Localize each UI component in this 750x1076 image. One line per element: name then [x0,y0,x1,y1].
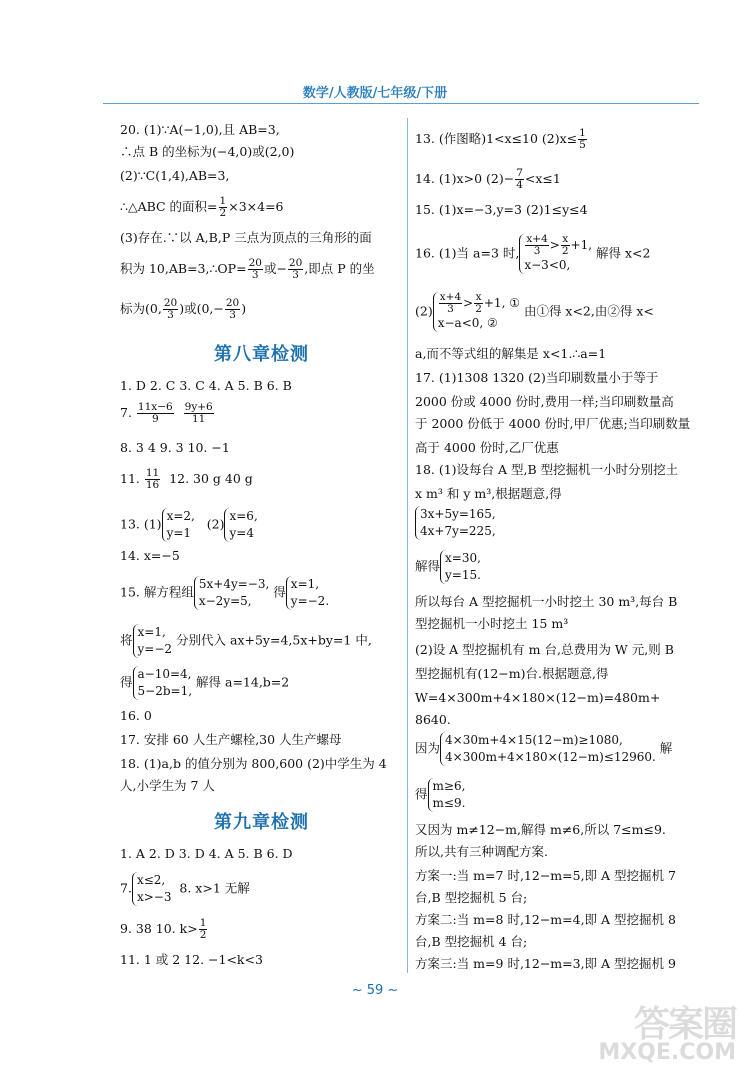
c9-q11-12: 11. 1 或 2 12. −1<k<3 [120,952,263,967]
text: 解得 x<2 [596,245,651,261]
c8-q18-line2: 人,小学生为 7 人 [120,778,215,793]
q20-line4 [120,196,284,219]
r-q18-plan2-b: 台,B 型挖掘机 4 台; [415,934,528,949]
fraction: $\frac{20}{3}$ [288,257,303,281]
text: ) [241,301,247,316]
text: 分别代入 ax+5y=4,5x+by=1 中, [176,632,372,648]
r-q16-line3: a,而不等式组的解集是 x<1.∴a=1 [415,346,607,361]
c8-q17: 17. 安排 60 人生产螺栓,30 人生产螺母 [120,732,342,747]
watermark-url: MXQE.COM [598,1040,736,1065]
header-rule [103,103,699,104]
text: 14. (1)x>0 (2)− [415,171,515,186]
fraction: $\frac{1}{2}$ [199,917,207,941]
q20-line3: (2)∵C(1,4),AB=3, [120,168,230,183]
r-q18-system1 [415,506,496,540]
text: 因为 [415,740,441,756]
r-q18-plan2-a: 方案二:当 m=8 时,12−m=4,即 A 型挖掘机 8 [415,912,676,927]
watermark-text: 答案圈 [633,1004,736,1045]
fraction: $\frac{20}{3}$ [248,257,262,281]
r-q18-solution [415,550,481,584]
r-q18-line1: 18. (1)设每台 A 型,B 型挖掘机一小时分别挖土 [415,462,679,477]
equation-system: x=2, y=1 [162,508,195,542]
r-q18-system2 [415,732,672,766]
r-q18-plan3-a: 方案三:当 m=9 时,12−m=3,即 A 型挖掘机 9 [415,956,676,971]
r-q16-part2 [415,292,654,332]
text: 11. [120,471,140,486]
r-q18-line9: W=4×300m+4×180×(12−m)=480m+ [415,690,661,705]
equation-system: x=1, y=−2 [133,624,173,658]
text: 标为(0, [120,301,162,316]
r-q18-system3 [415,778,465,812]
q20-line2: ∴点 B 的坐标为(−4,0)或(2,0) [120,144,295,159]
text: 16. (1)当 a=3 时, [415,245,520,261]
equation-system: a−10=4, 5−2b=1, [133,666,193,700]
c9-q1-6: 1. A 2. D 3. D 4. A 5. B 6. D [120,846,293,861]
equation-system: x=1, y=−2. [286,576,329,610]
text: 得 [415,786,428,802]
column-divider [407,118,408,973]
inequality-system: x≤2, x>−3 [132,872,172,906]
text: 积为 10,AB=3,∴OP= [120,261,247,276]
r-q18-line13: 又因为 m≠12−m,解得 m≠6,所以 7≤m≤9. [415,822,666,837]
c9-q9-10 [120,918,208,941]
fraction: $\frac{7}{4}$ [516,167,523,191]
r-q17-line3: 于 2000 份低于 4000 份时,甲厂优惠;当印刷数量 [415,416,691,431]
text: 7. [120,405,132,420]
fraction: $\frac{11x-6}{9}$ [137,401,173,425]
r-q18-line14: 所以,共有三种调配方案. [415,844,548,859]
text: (2) [415,303,433,319]
page-header: 数学/人教版/七年级/下册 [302,86,448,101]
text: 15. 解方程组 [120,584,194,600]
c8-q1-6: 1. D 2. C 3. C 4. A 5. B 6. B [120,378,292,393]
r-q17-line4: 高于 4000 份时,乙厂优惠 [415,440,559,455]
r-q18-plan1-b: 台,B 型挖掘机 5 台; [415,890,528,905]
c8-q14: 14. x=−5 [120,548,180,563]
equation-system: x=30, y=15. [440,550,481,584]
c8-q11-12 [120,468,253,491]
text: ,即点 P 的坐 [304,261,375,276]
text: <x≤1 [524,171,561,186]
c8-q15-substitute [120,624,372,658]
c8-q13 [120,508,258,542]
q20-line7 [120,298,246,321]
text: 12. 30 g 40 g [169,471,253,486]
text: ∴△ABC 的面积= [120,199,218,214]
page-number: ~ 59 ~ [351,983,399,998]
text: 13. (1) [120,516,162,532]
r-q18-line10: 8640. [415,712,451,727]
q20-line6 [120,258,375,281]
chapter-8-heading: 第八章检测 [214,344,309,365]
r-q18-line2: x m³ 和 y m³,根据题意,得 [415,486,562,501]
fraction: $\frac{1}{2}$ [219,195,227,219]
inequality-system: 4×30m+4×15(12−m)≥1080, 4×300m+4×180×(12−m)≤12960. [440,732,656,766]
r-q15: 15. (1)x=−3,y=3 (2)1≤y≤4 [415,202,588,217]
c8-q7 [120,402,215,425]
text: 7. [120,880,132,896]
text: 得 [273,584,286,600]
text: 解 [659,740,673,756]
equation-system: x=6, y=4 [224,508,257,542]
c8-q16: 16. 0 [120,708,152,723]
r-q14 [415,168,561,191]
equation-system: 3x+5y=165, 4x+7y=225, [415,506,496,540]
fraction: $\frac{1}{5}$ [579,127,586,151]
text: )或(0,− [179,301,224,316]
text: 或− [263,261,287,276]
text: 解得 a=14,b=2 [196,674,290,690]
c8-q8-10: 8. 3 4 9. 3 10. −1 [120,440,230,455]
equation-system: 5x+4y=−3, x−2y=5, [194,576,269,610]
text: 得 [120,674,133,690]
fraction: $\frac{20}{3}$ [225,297,240,321]
text: 9. 38 10. k> [120,921,198,936]
r-q13 [415,128,588,151]
fraction: $\frac{9y+6}{11}$ [184,401,213,425]
inequality-system: $\frac{x+4}{3}$ > $\frac{x}{2}$ +1, x−3<0, [519,234,592,274]
r-q17-line1: 17. (1)1308 1320 (2)当印刷数量小于等于 [415,370,659,385]
text: 由①得 x<2,由②得 x< [523,303,654,319]
r-q18-line7: (2)设 A 型挖掘机有 m 台,总费用为 W 元,则 B [415,642,674,657]
c8-q15-solve [120,666,289,700]
c9-q7-8 [120,872,250,906]
fraction: $\frac{11}{16}$ [145,467,160,491]
fraction: $\frac{20}{3}$ [163,297,178,321]
inequality-system: $\frac{x+4}{3}$ > $\frac{x}{2}$ +1, ① x−a<0, ② [433,292,520,332]
q20-line5: (3)存在.∵以 A,B,P 三点为顶点的三角形的面 [120,230,372,245]
text: 8. x>1 无解 [179,880,250,896]
text: ×3×4=6 [228,199,284,214]
text: 解得 [415,558,441,574]
watermark-logo [598,996,736,1068]
r-q18-line6: 型挖掘机一小时挖土 15 m³ [415,616,569,631]
r-q18-line5: 所以每台 A 型挖掘机一小时挖土 30 m³,每台 B [415,594,678,609]
r-q16-part1 [415,234,650,274]
c8-q15 [120,576,329,610]
text: (2) [206,516,225,532]
text: 将 [120,632,133,648]
r-q18-line8: 型挖掘机有(12−m)台.根据题意,得 [415,666,609,681]
inequality-system: m≥6, m≤9. [428,778,466,812]
c8-q18-line1: 18. (1)a,b 的值分别为 800,600 (2)中学生为 4 [120,756,387,771]
text: 13. (作图略)1<x≤10 (2)x≤ [415,131,578,146]
chapter-9-heading: 第九章检测 [214,812,309,833]
r-q18-plan1-a: 方案一:当 m=7 时,12−m=5,即 A 型挖掘机 7 [415,868,676,883]
q20-line1: 20. (1)∵A(−1,0),且 AB=3, [120,122,280,137]
r-q17-line2: 2000 份或 4000 份时,费用一样;当印刷数量高 [415,394,674,409]
